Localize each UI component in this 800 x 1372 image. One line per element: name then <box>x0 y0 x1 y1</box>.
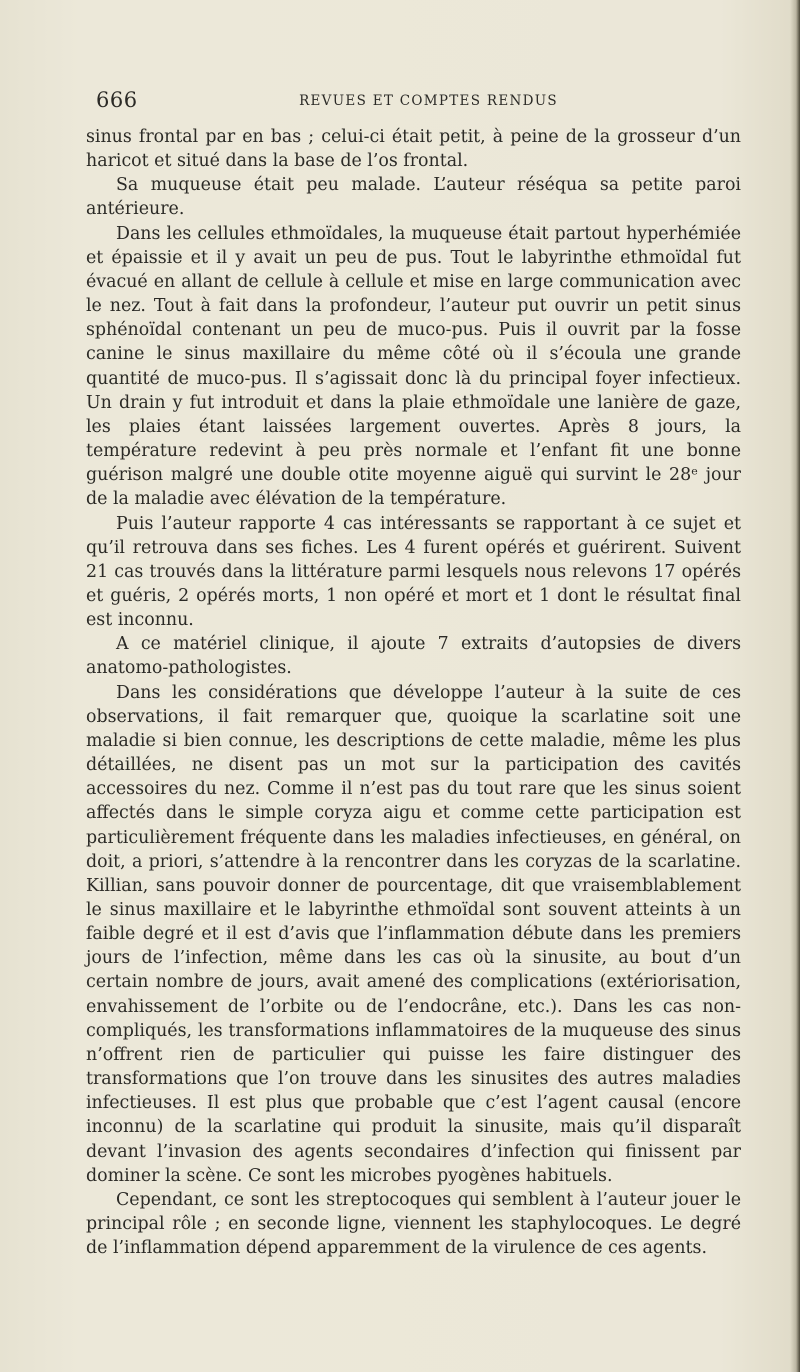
running-head: REVUES ET COMPTES RENDUS <box>299 93 558 109</box>
paragraph: Sa muqueuse était peu malade. L’auteur réséqua sa petite paroi antérieure. <box>86 175 741 220</box>
paragraph: A ce matériel clinique, il ajoute 7 extraits d’autopsies de divers anatomo-pathologistes. <box>86 634 741 679</box>
body-text <box>86 125 741 1260</box>
paragraph: Dans les considérations que développe l’auteur à la suite de ces observations, il fait remarquer que, quoique la scarlatine soit une maladie si bien connue, les descriptions de cette maladie, même les plus détaillées, ne disent pas un mot sur la participation des cavités accessoires du nez. Comme il n’est pas du tout rare que les sinus soient affectés dans le simple coryza aigu et comme cette participation est particulièrement fréquente dans les maladies infectieuses, en général, on doit, a priori, s’attendre à la rencontrer dans les coryzas de la scarlatine. Killian, sans pouvoir donner de pourcentage, dit que vraisemblablement le sinus maxillaire et le labyrinthe ethmoïdal sont souvent atteints à un faible degré et il est d’avis que l’inflammation débute dans les premiers jours de l’infection, même dans les cas où la sinusite, au bout d’un certain nombre de jours, avait amené des complications (extériorisation, envahissement de l’orbite ou de l’endocrâne, etc.). Dans les cas non-compliqués, les transformations inflammatoires de la muqueuse des sinus n’offrent rien de particulier qui puisse les faire distinguer des transformations que l’on trouve dans les sinusites des autres maladies infectieuses. Il est plus que probable que c’est l’agent causal (encore inconnu) de la scarlatine qui produit la sinusite, mais qu’il disparaît devant l’invasion des agents secondaires d’infection qui finissent par dominer la scène. Ce sont les microbes pyogènes habituels. <box>86 682 741 1186</box>
paragraph: Cependant, ce sont les streptocoques qui semblent à l’auteur jouer le principal rôle ; en seconde ligne, viennent les staphylocoques. Le degré de l’inflammation dépend apparemment de la virulence de ces agents. <box>86 1189 741 1259</box>
paragraph-continued: sinus frontal par en bas ; celui-ci était petit, à peine de la grosseur d’un haricot et situé dans la base de l’os frontal. <box>86 127 741 172</box>
page-number: 666 <box>96 88 138 112</box>
paragraph: Dans les cellules ethmoïdales, la muqueuse était partout hyperhémiée et épaissie et il y avait un peu de pus. Tout le labyrinthe ethmoïdal fut évacué en allant de cellule à cellule et mise en large communication avec le nez. Tout à fait dans la profondeur, l’auteur put ouvrir un petit sinus sphénoïdal contenant un peu de muco-pus. Puis il ouvrit par la fosse canine le sinus maxillaire du même côté où il s’écoula une grande quantité de muco-pus. Il s’agissait donc là du principal foyer infectieux. Un drain y fut introduit et dans la plaie ethmoïdale une lanière de gaze, les plaies étant laissées largement ouvertes. Après 8 jours, la température redevint à peu près normale et l’enfant fit une bonne guérison malgré une double otite moyenne aiguë qui survint le 28ᵉ jour de la maladie avec élévation de la température. <box>86 223 741 510</box>
paragraph: Puis l’auteur rapporte 4 cas intéressants se rapportant à ce sujet et qu’il retrouva dans ses fiches. Les 4 furent opérés et guérirent. Suivent 21 cas trouvés dans la littérature parmi lesquels nous relevons 17 opérés et guéris, 2 opérés morts, 1 non opéré et mort et 1 dont le résultat final est inconnu. <box>86 513 741 631</box>
page-header <box>96 88 741 116</box>
page-edge-shadow <box>790 0 800 1372</box>
